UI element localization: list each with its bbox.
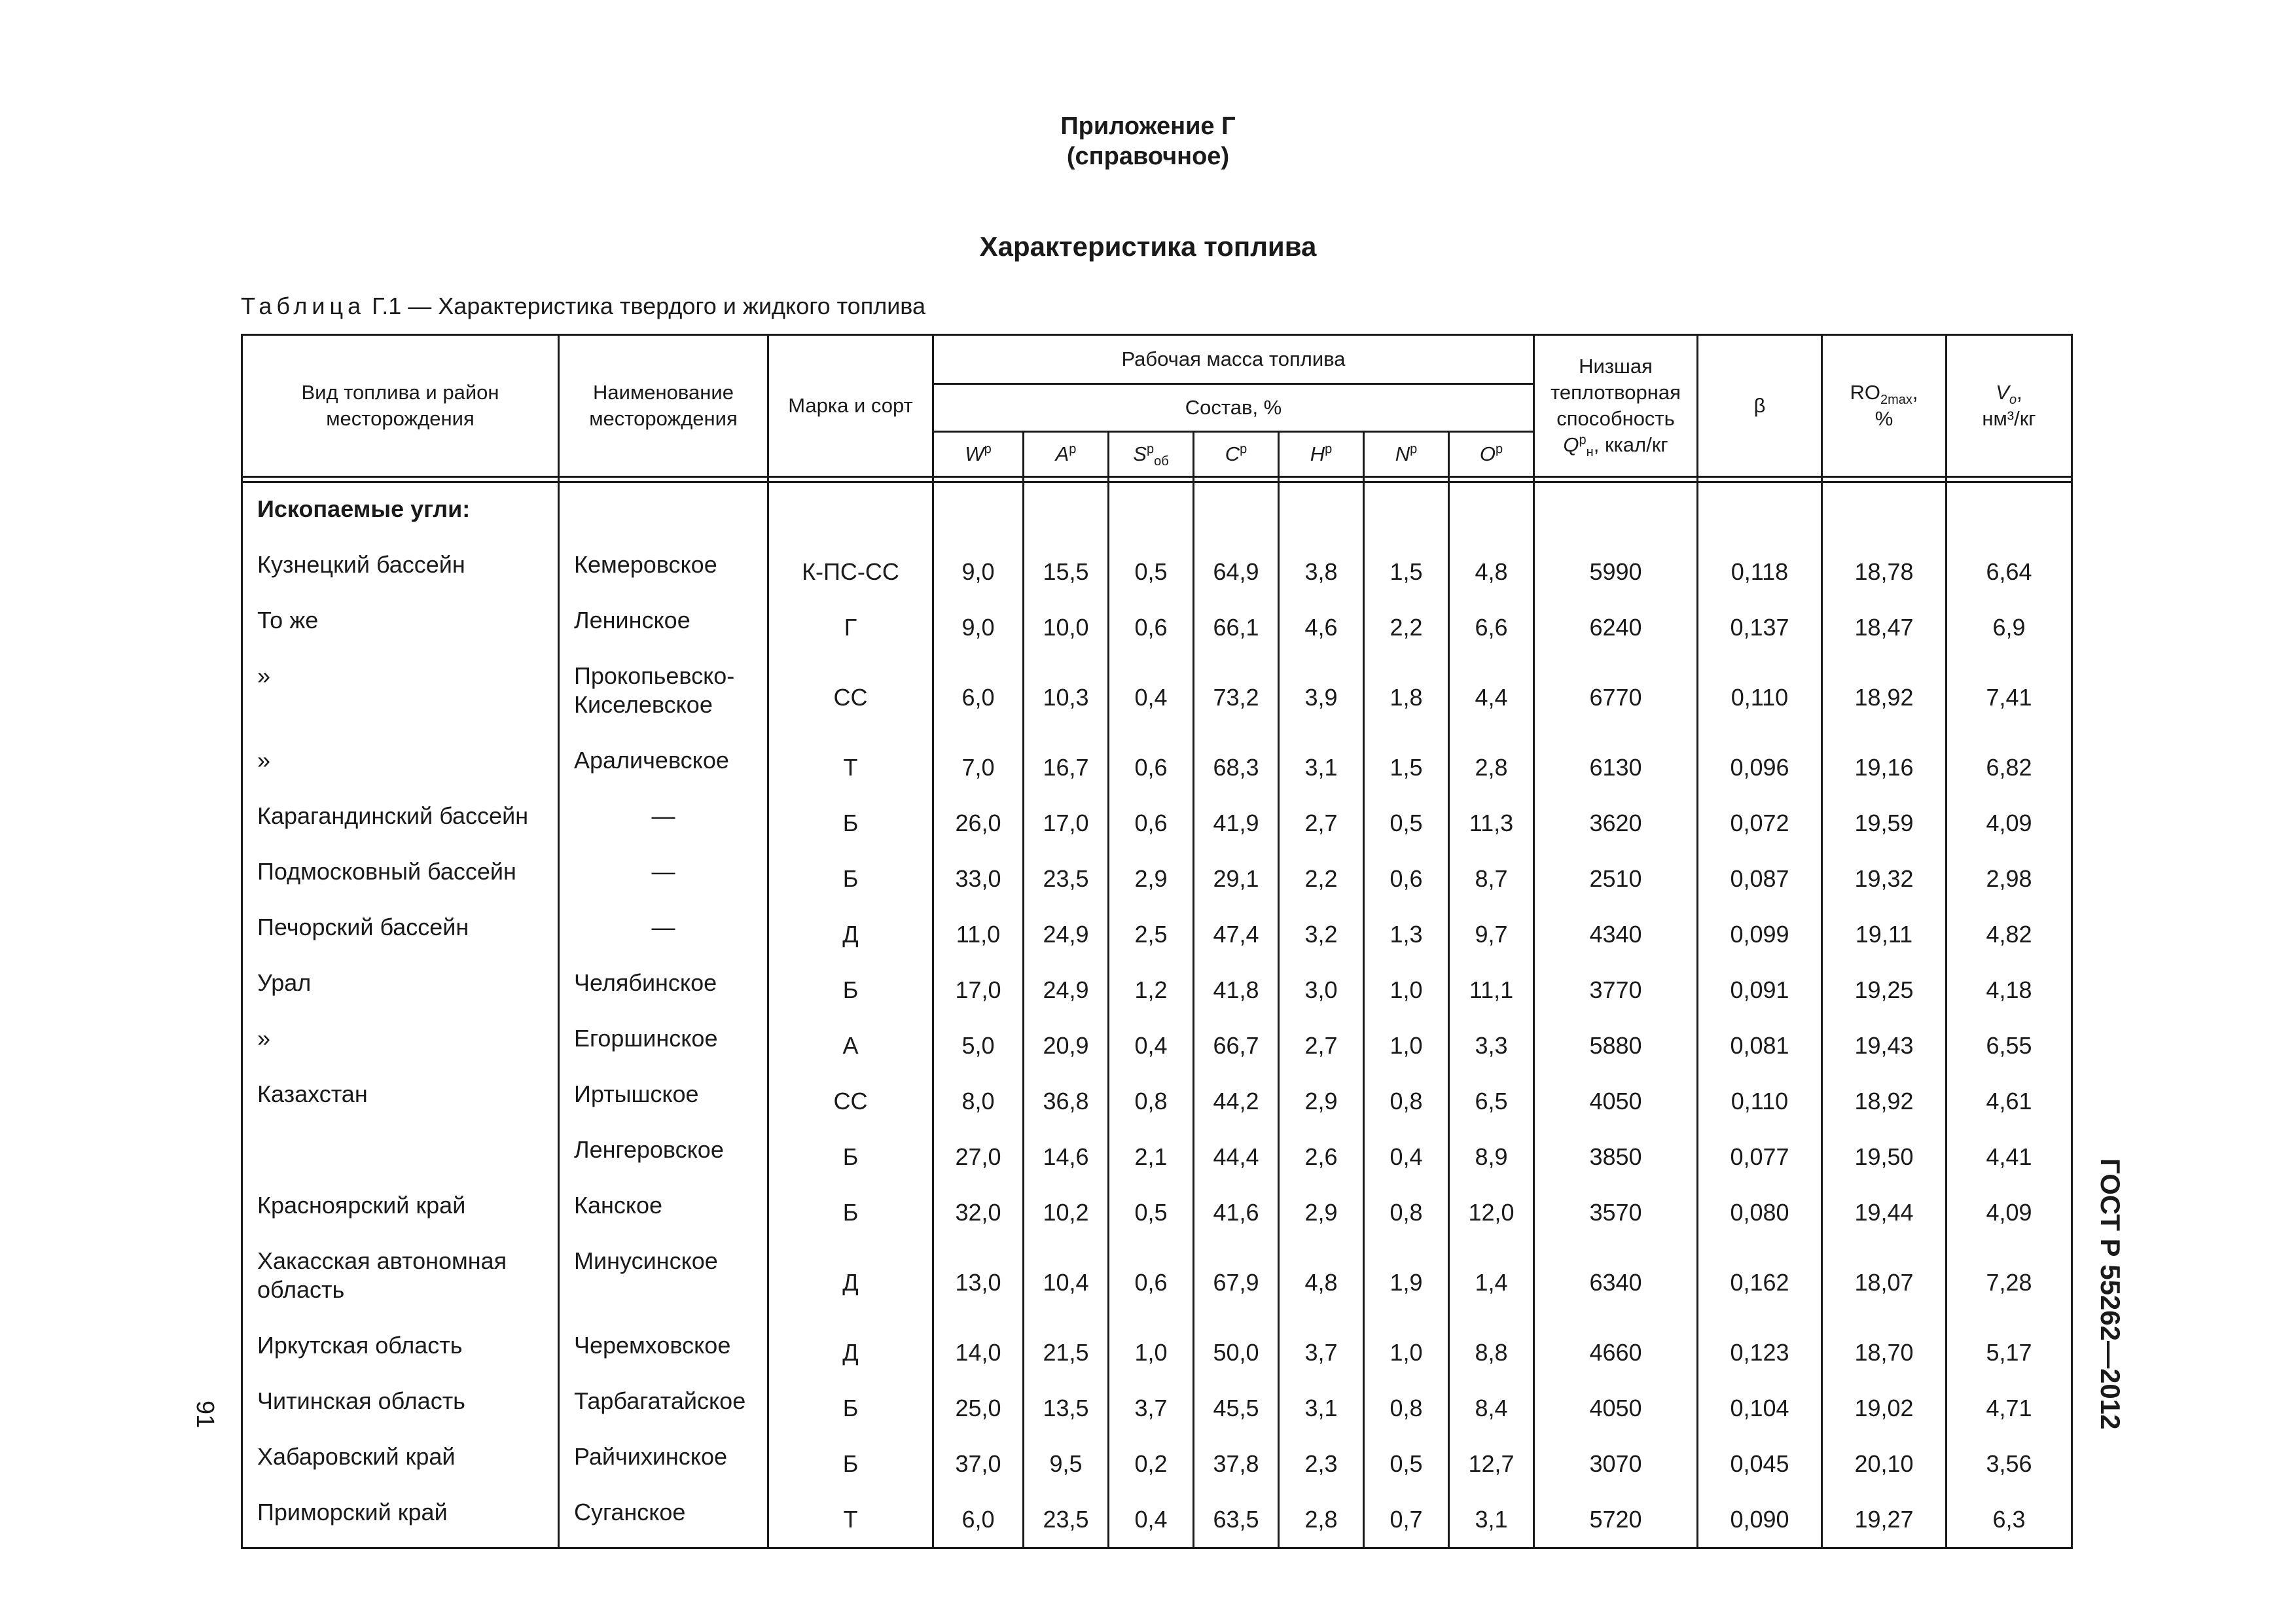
cell-ro2max: 19,25 <box>1822 962 1946 1018</box>
cell-grade: Б <box>768 1129 933 1185</box>
table-row <box>242 1325 2072 1380</box>
table-row <box>242 1018 2072 1073</box>
cell-beta: 0,137 <box>1698 599 1822 655</box>
cell-h: 2,3 <box>1279 1436 1364 1491</box>
cell-grade: Б <box>768 1185 933 1240</box>
cell-w: 26,0 <box>933 795 1024 851</box>
cell-field: Егоршинское <box>559 1018 768 1073</box>
cell-o: 4,8 <box>1449 544 1534 599</box>
cell-ro2max: 18,07 <box>1822 1240 1946 1325</box>
cell-o: 11,3 <box>1449 795 1534 851</box>
table-row <box>242 851 2072 906</box>
cell-s: 2,1 <box>1109 1129 1194 1185</box>
section-title: Характеристика топлива <box>979 231 1317 262</box>
cell-field: Кемеровское <box>559 544 768 599</box>
cell-ro2max: 18,78 <box>1822 544 1946 599</box>
cell-n: 0,8 <box>1364 1073 1449 1129</box>
cell-ro2max: 19,44 <box>1822 1185 1946 1240</box>
cell-beta: 0,118 <box>1698 544 1822 599</box>
cell-a: 10,4 <box>1024 1240 1109 1325</box>
cell-n: 1,5 <box>1364 740 1449 795</box>
cell-vo: 3,56 <box>1946 1436 2072 1491</box>
cell-h: 3,7 <box>1279 1325 1364 1380</box>
cell-o: 12,0 <box>1449 1185 1534 1240</box>
cell-heat-value: 3850 <box>1534 1129 1698 1185</box>
cell-ro2max: 20,10 <box>1822 1436 1946 1491</box>
cell-n: 0,7 <box>1364 1491 1449 1548</box>
cell-region: То же <box>242 599 559 655</box>
cell-region: Подмосковный бассейн <box>242 851 559 906</box>
table-caption-prefix: Таблица <box>241 293 366 319</box>
cell-a: 16,7 <box>1024 740 1109 795</box>
cell-w: 32,0 <box>933 1185 1024 1240</box>
table-caption <box>241 292 925 321</box>
cell-beta: 0,080 <box>1698 1185 1822 1240</box>
cell-ro2max: 18,92 <box>1822 1073 1946 1129</box>
cell-h: 2,9 <box>1279 1185 1364 1240</box>
cell-w: 6,0 <box>933 1491 1024 1548</box>
cell-heat-value: 3070 <box>1534 1436 1698 1491</box>
cell-a: 14,6 <box>1024 1129 1109 1185</box>
cell-h: 3,0 <box>1279 962 1364 1018</box>
header-n: $N^р$ <box>1364 432 1449 477</box>
cell-grade: Б <box>768 851 933 906</box>
table-row <box>242 795 2072 851</box>
cell-s: 2,9 <box>1109 851 1194 906</box>
cell-field: Черемховское <box>559 1325 768 1380</box>
cell-o: 1,4 <box>1449 1240 1534 1325</box>
cell-o: 6,5 <box>1449 1073 1534 1129</box>
cell-grade: Б <box>768 1436 933 1491</box>
cell-n: 2,2 <box>1364 599 1449 655</box>
cell-w: 9,0 <box>933 599 1024 655</box>
cell-vo: 6,55 <box>1946 1018 2072 1073</box>
cell-a: 17,0 <box>1024 795 1109 851</box>
cell-heat-value: 5990 <box>1534 544 1698 599</box>
cell-vo: 6,82 <box>1946 740 2072 795</box>
cell-w: 8,0 <box>933 1073 1024 1129</box>
cell-field: Минусинское <box>559 1240 768 1325</box>
cell-c: 41,9 <box>1194 795 1279 851</box>
cell-ro2max: 18,70 <box>1822 1325 1946 1380</box>
cell-region: Карагандинский бассейн <box>242 795 559 851</box>
cell-heat-value: 4050 <box>1534 1380 1698 1436</box>
header-composition: Состав, % <box>933 384 1534 432</box>
cell-region: » <box>242 740 559 795</box>
cell-ro2max: 18,47 <box>1822 599 1946 655</box>
cell-region: Иркутская область <box>242 1325 559 1380</box>
cell-a: 20,9 <box>1024 1018 1109 1073</box>
cell-region: Приморский край <box>242 1491 559 1548</box>
cell-n: 1,0 <box>1364 1018 1449 1073</box>
cell-o: 3,3 <box>1449 1018 1534 1073</box>
cell-s: 0,6 <box>1109 599 1194 655</box>
cell-h: 3,8 <box>1279 544 1364 599</box>
cell-grade: Б <box>768 962 933 1018</box>
cell-n: 1,0 <box>1364 1325 1449 1380</box>
cell-grade: Д <box>768 1325 933 1380</box>
cell-region: Печорский бассейн <box>242 906 559 962</box>
cell-ro2max: 18,92 <box>1822 655 1946 740</box>
cell-ro2max: 19,16 <box>1822 740 1946 795</box>
cell-region: Хакасская автономная область <box>242 1240 559 1325</box>
cell-ro2max: 19,11 <box>1822 906 1946 962</box>
cell-c: 44,2 <box>1194 1073 1279 1129</box>
cell-region: Читинская область <box>242 1380 559 1436</box>
cell-field: Тарбагатайское <box>559 1380 768 1436</box>
cell-grade: К-ПС-СС <box>768 544 933 599</box>
cell-c: 47,4 <box>1194 906 1279 962</box>
cell-grade: Т <box>768 1491 933 1548</box>
cell-c: 68,3 <box>1194 740 1279 795</box>
cell-n: 1,0 <box>1364 962 1449 1018</box>
cell-region: Кузнецкий бассейн <box>242 544 559 599</box>
cell-beta: 0,110 <box>1698 655 1822 740</box>
cell-h: 3,2 <box>1279 906 1364 962</box>
cell-c: 66,7 <box>1194 1018 1279 1073</box>
cell-beta: 0,096 <box>1698 740 1822 795</box>
table-caption-text: Г.1 — Характеристика твердого и жидкого топлива <box>372 293 926 319</box>
header-w: $W^р$ <box>933 432 1024 477</box>
cell-beta: 0,072 <box>1698 795 1822 851</box>
header-fuel-type: Вид топлива и район месторождения <box>242 335 559 477</box>
cell-grade: Б <box>768 1380 933 1436</box>
table-row <box>242 1491 2072 1548</box>
cell-a: 24,9 <box>1024 906 1109 962</box>
cell-h: 2,7 <box>1279 1018 1364 1073</box>
cell-beta: 0,090 <box>1698 1491 1822 1548</box>
cell-a: 10,2 <box>1024 1185 1109 1240</box>
table-row <box>242 655 2072 740</box>
cell-field: Челябинское <box>559 962 768 1018</box>
cell-w: 17,0 <box>933 962 1024 1018</box>
cell-o: 3,1 <box>1449 1491 1534 1548</box>
cell-w: 33,0 <box>933 851 1024 906</box>
cell-a: 9,5 <box>1024 1436 1109 1491</box>
fuel-characteristics-table <box>241 334 2073 1549</box>
cell-vo: 4,09 <box>1946 1185 2072 1240</box>
cell-beta: 0,162 <box>1698 1240 1822 1325</box>
cell-ro2max: 19,02 <box>1822 1380 1946 1436</box>
cell-beta: 0,104 <box>1698 1380 1822 1436</box>
cell-heat-value: 6240 <box>1534 599 1698 655</box>
cell-n: 1,3 <box>1364 906 1449 962</box>
cell-s: 0,6 <box>1109 795 1194 851</box>
cell-w: 27,0 <box>933 1129 1024 1185</box>
cell-s: 3,7 <box>1109 1380 1194 1436</box>
header-grade: Марка и сорт <box>768 335 933 477</box>
cell-o: 6,6 <box>1449 599 1534 655</box>
cell-field: Райчихинское <box>559 1436 768 1491</box>
cell-a: 10,0 <box>1024 599 1109 655</box>
cell-w: 6,0 <box>933 655 1024 740</box>
cell-o: 8,9 <box>1449 1129 1534 1185</box>
appendix-subtitle: (справочное) <box>1066 143 1230 170</box>
cell-a: 13,5 <box>1024 1380 1109 1436</box>
table-row <box>242 544 2072 599</box>
cell-heat-value: 4660 <box>1534 1325 1698 1380</box>
cell-field: Иртышское <box>559 1073 768 1129</box>
cell-w: 5,0 <box>933 1018 1024 1073</box>
cell-s: 1,2 <box>1109 962 1194 1018</box>
cell-s: 0,5 <box>1109 1185 1194 1240</box>
cell-w: 11,0 <box>933 906 1024 962</box>
cell-n: 0,8 <box>1364 1380 1449 1436</box>
header-o: $O^р$ <box>1449 432 1534 477</box>
cell-heat-value: 6340 <box>1534 1240 1698 1325</box>
cell-a: 23,5 <box>1024 1491 1109 1548</box>
cell-beta: 0,123 <box>1698 1325 1822 1380</box>
cell-h: 3,9 <box>1279 655 1364 740</box>
cell-vo: 7,28 <box>1946 1240 2072 1325</box>
cell-grade: СС <box>768 1073 933 1129</box>
header-ro2max: $RO_{2max}$, % <box>1822 335 1946 477</box>
cell-region: Казахстан <box>242 1073 559 1129</box>
cell-grade: Б <box>768 795 933 851</box>
cell-c: 29,1 <box>1194 851 1279 906</box>
cell-vo: 4,71 <box>1946 1380 2072 1436</box>
cell-heat-value: 4340 <box>1534 906 1698 962</box>
cell-field: Прокопьевско-Киселевское <box>559 655 768 740</box>
table-row <box>242 906 2072 962</box>
cell-w: 13,0 <box>933 1240 1024 1325</box>
cell-s: 0,6 <box>1109 740 1194 795</box>
cell-h: 3,1 <box>1279 740 1364 795</box>
cell-s: 0,4 <box>1109 655 1194 740</box>
cell-w: 25,0 <box>933 1380 1024 1436</box>
cell-vo: 7,41 <box>1946 655 2072 740</box>
cell-w: 37,0 <box>933 1436 1024 1491</box>
cell-region <box>242 1129 559 1185</box>
cell-grade: Д <box>768 906 933 962</box>
cell-field: Араличевское <box>559 740 768 795</box>
cell-s: 0,4 <box>1109 1018 1194 1073</box>
cell-o: 8,8 <box>1449 1325 1534 1380</box>
cell-h: 2,2 <box>1279 851 1364 906</box>
cell-o: 4,4 <box>1449 655 1534 740</box>
cell-c: 41,6 <box>1194 1185 1279 1240</box>
table-row <box>242 1073 2072 1129</box>
cell-n: 1,5 <box>1364 544 1449 599</box>
page-number: 91 <box>191 1400 219 1429</box>
cell-w: 9,0 <box>933 544 1024 599</box>
cell-grade: Г <box>768 599 933 655</box>
cell-c: 63,5 <box>1194 1491 1279 1548</box>
cell-h: 4,8 <box>1279 1240 1364 1325</box>
header-double-rule <box>242 477 2072 482</box>
cell-ro2max: 19,59 <box>1822 795 1946 851</box>
cell-a: 23,5 <box>1024 851 1109 906</box>
cell-heat-value: 4050 <box>1534 1073 1698 1129</box>
cell-ro2max: 19,43 <box>1822 1018 1946 1073</box>
table-row <box>242 599 2072 655</box>
table-row <box>242 740 2072 795</box>
cell-n: 0,5 <box>1364 795 1449 851</box>
cell-c: 64,9 <box>1194 544 1279 599</box>
cell-s: 0,6 <box>1109 1240 1194 1325</box>
cell-o: 2,8 <box>1449 740 1534 795</box>
cell-h: 4,6 <box>1279 599 1364 655</box>
cell-heat-value: 2510 <box>1534 851 1698 906</box>
cell-field: Суганское <box>559 1491 768 1548</box>
cell-region: » <box>242 655 559 740</box>
group-row <box>242 482 2072 544</box>
table-row <box>242 1129 2072 1185</box>
header-c: $C^р$ <box>1194 432 1279 477</box>
cell-w: 7,0 <box>933 740 1024 795</box>
cell-c: 41,8 <box>1194 962 1279 1018</box>
appendix-title: Приложение Г <box>1060 113 1236 140</box>
cell-grade: А <box>768 1018 933 1073</box>
cell-grade: СС <box>768 655 933 740</box>
header-field-name: Наименование месторождения <box>559 335 768 477</box>
cell-heat-value: 5880 <box>1534 1018 1698 1073</box>
cell-field: — <box>559 906 768 962</box>
cell-c: 50,0 <box>1194 1325 1279 1380</box>
cell-field: Канское <box>559 1185 768 1240</box>
cell-s: 0,4 <box>1109 1491 1194 1548</box>
cell-h: 3,1 <box>1279 1380 1364 1436</box>
cell-region: Хабаровский край <box>242 1436 559 1491</box>
cell-grade: Д <box>768 1240 933 1325</box>
cell-o: 12,7 <box>1449 1436 1534 1491</box>
cell-beta: 0,091 <box>1698 962 1822 1018</box>
cell-s: 1,0 <box>1109 1325 1194 1380</box>
cell-a: 21,5 <box>1024 1325 1109 1380</box>
cell-field: Ленинское <box>559 599 768 655</box>
cell-n: 1,9 <box>1364 1240 1449 1325</box>
cell-ro2max: 19,27 <box>1822 1491 1946 1548</box>
cell-grade: Т <box>768 740 933 795</box>
cell-beta: 0,087 <box>1698 851 1822 906</box>
cell-vo: 6,9 <box>1946 599 2072 655</box>
side-doc-code: ГОСТ Р 55262—2012 <box>2095 1158 2126 1430</box>
cell-o: 8,7 <box>1449 851 1534 906</box>
cell-vo: 4,09 <box>1946 795 2072 851</box>
cell-s: 0,5 <box>1109 544 1194 599</box>
table-row <box>242 962 2072 1018</box>
table-row <box>242 1436 2072 1491</box>
cell-field: — <box>559 851 768 906</box>
cell-vo: 4,61 <box>1946 1073 2072 1129</box>
cell-vo: 6,3 <box>1946 1491 2072 1548</box>
cell-field: Ленгеровское <box>559 1129 768 1185</box>
cell-field: — <box>559 795 768 851</box>
cell-s: 0,8 <box>1109 1073 1194 1129</box>
cell-beta: 0,081 <box>1698 1018 1822 1073</box>
cell-s: 0,2 <box>1109 1436 1194 1491</box>
header-a: $A^р$ <box>1024 432 1109 477</box>
cell-heat-value: 6130 <box>1534 740 1698 795</box>
cell-a: 24,9 <box>1024 962 1109 1018</box>
cell-vo: 2,98 <box>1946 851 2072 906</box>
header-h: $H^р$ <box>1279 432 1364 477</box>
header-heat-value: Низшая теплотворная способность $Q^р_н$, ккал/кг <box>1534 335 1698 477</box>
cell-c: 44,4 <box>1194 1129 1279 1185</box>
cell-c: 66,1 <box>1194 599 1279 655</box>
cell-ro2max: 19,50 <box>1822 1129 1946 1185</box>
cell-c: 67,9 <box>1194 1240 1279 1325</box>
cell-heat-value: 6770 <box>1534 655 1698 740</box>
header-s: $S^р_{об}$ <box>1109 432 1194 477</box>
cell-vo: 5,17 <box>1946 1325 2072 1380</box>
cell-beta: 0,045 <box>1698 1436 1822 1491</box>
cell-h: 2,7 <box>1279 795 1364 851</box>
cell-beta: 0,099 <box>1698 906 1822 962</box>
cell-vo: 6,64 <box>1946 544 2072 599</box>
cell-ro2max: 19,32 <box>1822 851 1946 906</box>
cell-a: 10,3 <box>1024 655 1109 740</box>
cell-vo: 4,41 <box>1946 1129 2072 1185</box>
cell-s: 2,5 <box>1109 906 1194 962</box>
cell-o: 8,4 <box>1449 1380 1534 1436</box>
cell-n: 0,8 <box>1364 1185 1449 1240</box>
table-row <box>242 1380 2072 1436</box>
cell-c: 45,5 <box>1194 1380 1279 1436</box>
group-label: Ископаемые угли: <box>242 482 559 544</box>
cell-heat-value: 3620 <box>1534 795 1698 851</box>
cell-beta: 0,077 <box>1698 1129 1822 1185</box>
cell-n: 0,6 <box>1364 851 1449 906</box>
cell-c: 37,8 <box>1194 1436 1279 1491</box>
cell-heat-value: 3770 <box>1534 962 1698 1018</box>
cell-o: 11,1 <box>1449 962 1534 1018</box>
header-working-mass: Рабочая масса топлива <box>933 335 1534 384</box>
cell-n: 1,8 <box>1364 655 1449 740</box>
cell-heat-value: 5720 <box>1534 1491 1698 1548</box>
cell-h: 2,6 <box>1279 1129 1364 1185</box>
cell-n: 0,4 <box>1364 1129 1449 1185</box>
table-row <box>242 1185 2072 1240</box>
cell-heat-value: 3570 <box>1534 1185 1698 1240</box>
cell-a: 36,8 <box>1024 1073 1109 1129</box>
header-beta: β <box>1698 335 1822 477</box>
cell-w: 14,0 <box>933 1325 1024 1380</box>
header-vo: $V_o$, нм³/кг <box>1946 335 2072 477</box>
cell-h: 2,9 <box>1279 1073 1364 1129</box>
cell-region: Красноярский край <box>242 1185 559 1240</box>
cell-o: 9,7 <box>1449 906 1534 962</box>
cell-vo: 4,82 <box>1946 906 2072 962</box>
cell-n: 0,5 <box>1364 1436 1449 1491</box>
cell-h: 2,8 <box>1279 1491 1364 1548</box>
cell-a: 15,5 <box>1024 544 1109 599</box>
cell-vo: 4,18 <box>1946 962 2072 1018</box>
cell-region: » <box>242 1018 559 1073</box>
cell-region: Урал <box>242 962 559 1018</box>
cell-beta: 0,110 <box>1698 1073 1822 1129</box>
cell-c: 73,2 <box>1194 655 1279 740</box>
table-row <box>242 1240 2072 1325</box>
